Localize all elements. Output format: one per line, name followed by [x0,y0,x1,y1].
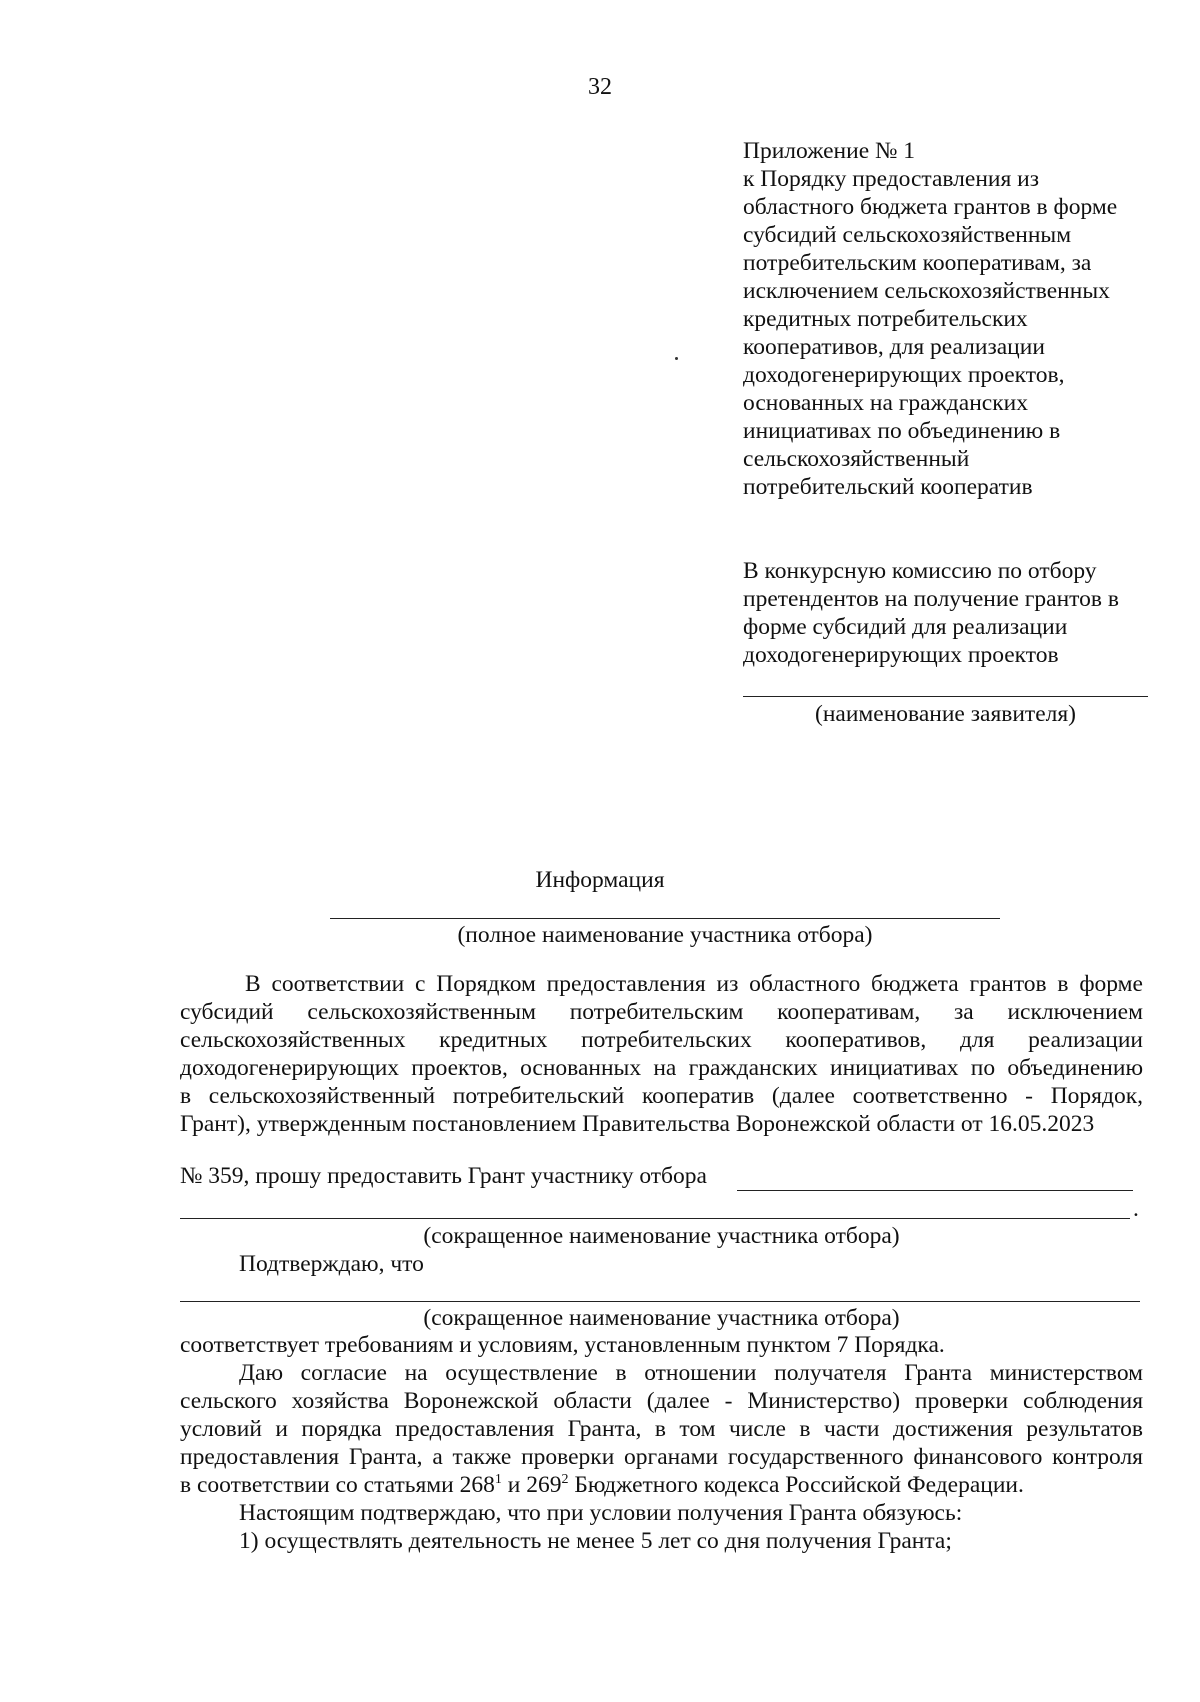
request-end-mark: . [1133,1196,1139,1222]
paragraph-line: субсидий сельскохозяйственным потребительским кооперативам, за исключением [180,999,1143,1025]
appendix-line: областного бюджета грантов в форме [743,194,1118,220]
consent-paragraph [180,1359,1143,1499]
commission-line: претендентов на получение грантов в [743,586,1119,612]
appendix-block [743,137,1163,501]
appendix-line: инициативах по объединению в [743,418,1061,444]
complies-text: соответствует требованиям и условиям, установленным пунктом 7 Порядка. [180,1332,945,1358]
main-paragraph [180,970,1143,1138]
appendix-line: субсидий сельскохозяйственным [743,222,1072,248]
paragraph-line: сельскохозяйственных кредитных потребительских кооперативов, для реализации [180,1027,1143,1053]
consent-line: сельского хозяйства Воронежской области (далее - Министерство) проверки соблюдения [180,1388,1143,1414]
participant-fill-line-1 [737,1190,1133,1191]
paragraph-line: В соответствии с Порядком предоставления из областного бюджета грантов в форме [245,971,1143,997]
commission-line: форме субсидий для реализации [743,614,1068,640]
document-title: Информация [535,867,665,893]
consent-last-line [180,1471,1143,1499]
participant-fill-line-2 [180,1218,1130,1219]
applicant-name-caption: (наименование заявителя) [815,701,1076,727]
paragraph-line: Грант), утвержденным постановлением Правительства Воронежской области от 16.05.2023 [180,1111,1095,1137]
obligation-intro: Настоящим подтверждаю, что при условии получения Гранта обязуюсь: [239,1500,963,1526]
appendix-line: к Порядку предоставления из [743,166,1040,192]
appendix-line: кооперативов, для реализации [743,334,1045,360]
consent-last-suffix: Бюджетного кодекса Российской Федерации. [568,1472,1024,1498]
short-name-caption-1: (сокращенное наименование участника отбора) [423,1223,900,1249]
scan-speck [675,357,678,360]
appendix-line: кредитных потребительских [743,306,1028,332]
appendix-line: основанных на гражданских [743,390,1028,416]
consent-last-mid: и 269 [501,1472,562,1498]
appendix-line: потребительский кооператив [743,474,1033,500]
page-number: 32 [588,74,612,100]
appendix-line: сельскохозяйственный [743,446,970,472]
short-name-caption-2: (сокращенное наименование участника отбора) [423,1305,900,1331]
appendix-line: доходогенерирующих проектов, [743,362,1065,388]
participant-full-name-caption: (полное наименование участника отбора) [457,922,873,948]
appendix-line: исключением сельскохозяйственных [743,278,1110,304]
commission-block [743,557,1163,669]
participant-full-name-line [330,918,1000,919]
consent-last-prefix: в соответствии со статьями 268 [180,1472,495,1498]
confirm-text: Подтверждаю, что [239,1251,424,1277]
applicant-name-line [743,696,1148,697]
appendix-line: Приложение № 1 [743,138,916,164]
superscript-2: 2 [561,1472,569,1488]
appendix-line: потребительским кооперативам, за [743,250,1092,276]
consent-line: предоставления Гранта, а также проверки органами государственного финансового контроля [180,1444,1143,1470]
obligation-item-1: 1) осуществлять деятельность не менее 5 лет со дня получения Гранта; [239,1528,952,1554]
paragraph-line: доходогенерирующих проектов, основанных на гражданских инициативах по объединению [180,1055,1143,1081]
paragraph-line: в сельскохозяйственный потребительский кооператив (далее соответственно - Порядок, [180,1083,1143,1109]
consent-line: Даю согласие на осуществление в отношении получателя Гранта министерством [239,1360,1143,1386]
superscript-1: 1 [494,1472,502,1488]
consent-line: условий и порядка предоставления Гранта, в том числе в части достижения результатов [180,1416,1143,1442]
request-text: № 359, прошу предоставить Грант участнику отбора [180,1163,707,1189]
commission-line: доходогенерирующих проектов [743,642,1059,668]
commission-line: В конкурсную комиссию по отбору [743,558,1097,584]
short-name-line [180,1301,1140,1302]
